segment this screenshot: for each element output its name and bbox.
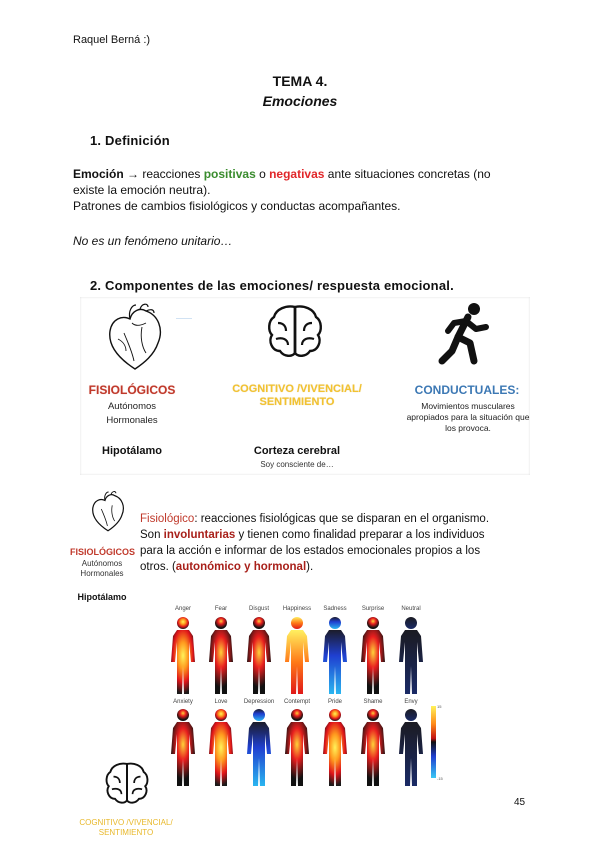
conductuales-title: CONDUCTUALES:: [414, 383, 520, 397]
cognitivo-title: COGNITIVO /VIVENCIAL/ SENTIMIENTO: [232, 383, 362, 408]
fisiologico-paragraph: [140, 511, 525, 575]
definition-line-3: Patrones de cambios fisiológicos y conductas acompañantes.: [73, 199, 401, 213]
negative-word: negativas: [269, 167, 325, 181]
corteza-label: Corteza cerebral: [253, 445, 341, 457]
fisiologico-text-2a: Son: [140, 529, 164, 541]
small-heart-icon: [88, 488, 128, 536]
small-fisiologicos-title: FISIOLÓGICOS: [70, 547, 136, 557]
definition-text-b: ante situaciones concretas (no: [324, 167, 491, 181]
author-label: Raquel Berná :): [73, 34, 151, 46]
emotion-label-anger: Anger: [174, 606, 191, 612]
definition-paragraph: [73, 166, 513, 214]
small-hormonales: Hormonales: [80, 569, 124, 578]
emotion-label-anxiety: Anxiety: [173, 699, 193, 705]
fisiologico-text-4b: ).: [306, 561, 314, 573]
small-cognitivo-title: COGNITIVO /VIVENCIAL/ SENTIMIENTO: [79, 818, 173, 837]
section-2-heading: 2. Componentes de las emociones/ respuesta emocional.: [90, 278, 454, 293]
fisiologico-text-4a: otros. (: [140, 561, 176, 573]
emotion-label-pride: Pride: [327, 699, 342, 705]
emocion-term: Emoción: [73, 167, 124, 181]
fisiologicos-sub-1: Autónomos: [107, 401, 157, 412]
components-panel: [80, 297, 530, 475]
page-subtitle: Emociones: [262, 93, 338, 109]
emotion-label-neutral: Neutral: [401, 606, 421, 612]
section-1-heading: 1. Definición: [90, 133, 170, 148]
page-number: 45: [514, 797, 526, 808]
involuntarias-word: involuntarias: [163, 529, 236, 541]
fisiologicos-sub-2: Hormonales: [106, 415, 158, 426]
small-brain-icon: [104, 760, 150, 806]
consciente-label: Soy consciente de…: [260, 460, 334, 469]
emotion-label-love: Love: [214, 699, 228, 705]
emotion-label-contempt: Contempt: [283, 699, 310, 705]
fisiologico-term: Fisiológico: [140, 513, 195, 525]
fisiologicos-title: FISIOLÓGICOS: [88, 383, 176, 397]
conductuales-desc: Movimientos musculares apropiados para la situación que los provoca.: [406, 401, 530, 433]
scale-bottom-label: -15: [437, 776, 443, 781]
fisiologico-text-2b: y tienen como finalidad preparar a los individuos: [235, 529, 485, 541]
emotion-label-depression: Depression: [243, 699, 275, 705]
fisiologico-text-3: para la acción e informar de los estados emocionales propios a los: [140, 545, 481, 557]
autonomico-hormonal: autonómico y hormonal: [175, 561, 307, 573]
tiny-mark: ————: [176, 315, 192, 320]
emotion-label-fear: Fear: [214, 606, 228, 612]
definition-text-a: → reacciones: [123, 167, 204, 181]
emotion-label-shame: Shame: [363, 699, 383, 705]
small-autonomos: Autónomos: [81, 559, 123, 568]
scale-top-label: 15: [437, 704, 442, 709]
emotion-label-happiness: Happiness: [282, 606, 312, 612]
emotion-label-sadness: Sadness: [323, 606, 347, 612]
body-heatmap-figure: [165, 604, 445, 798]
running-person-icon: [430, 301, 500, 367]
heart-icon: [102, 303, 168, 373]
emotion-label-envy: Envy: [404, 699, 418, 705]
page-title: TEMA 4.: [272, 73, 328, 89]
small-hipotalamo: Hipotálamo: [77, 592, 127, 602]
definition-line-2: existe la emoción neutra).: [73, 183, 211, 197]
emotion-label-surprise: Surprise: [361, 606, 385, 612]
unitary-note: No es un fenómeno unitario…: [73, 234, 233, 248]
definition-or: o: [255, 167, 270, 181]
emotion-label-disgust: Disgust: [248, 606, 269, 612]
brain-icon: [266, 303, 324, 359]
hipotalamo-label: Hipotálamo: [102, 445, 162, 457]
positive-word: positivas: [203, 167, 256, 181]
fisiologico-text-1: : reacciones fisiológicas que se disparan en el organismo.: [194, 513, 490, 525]
